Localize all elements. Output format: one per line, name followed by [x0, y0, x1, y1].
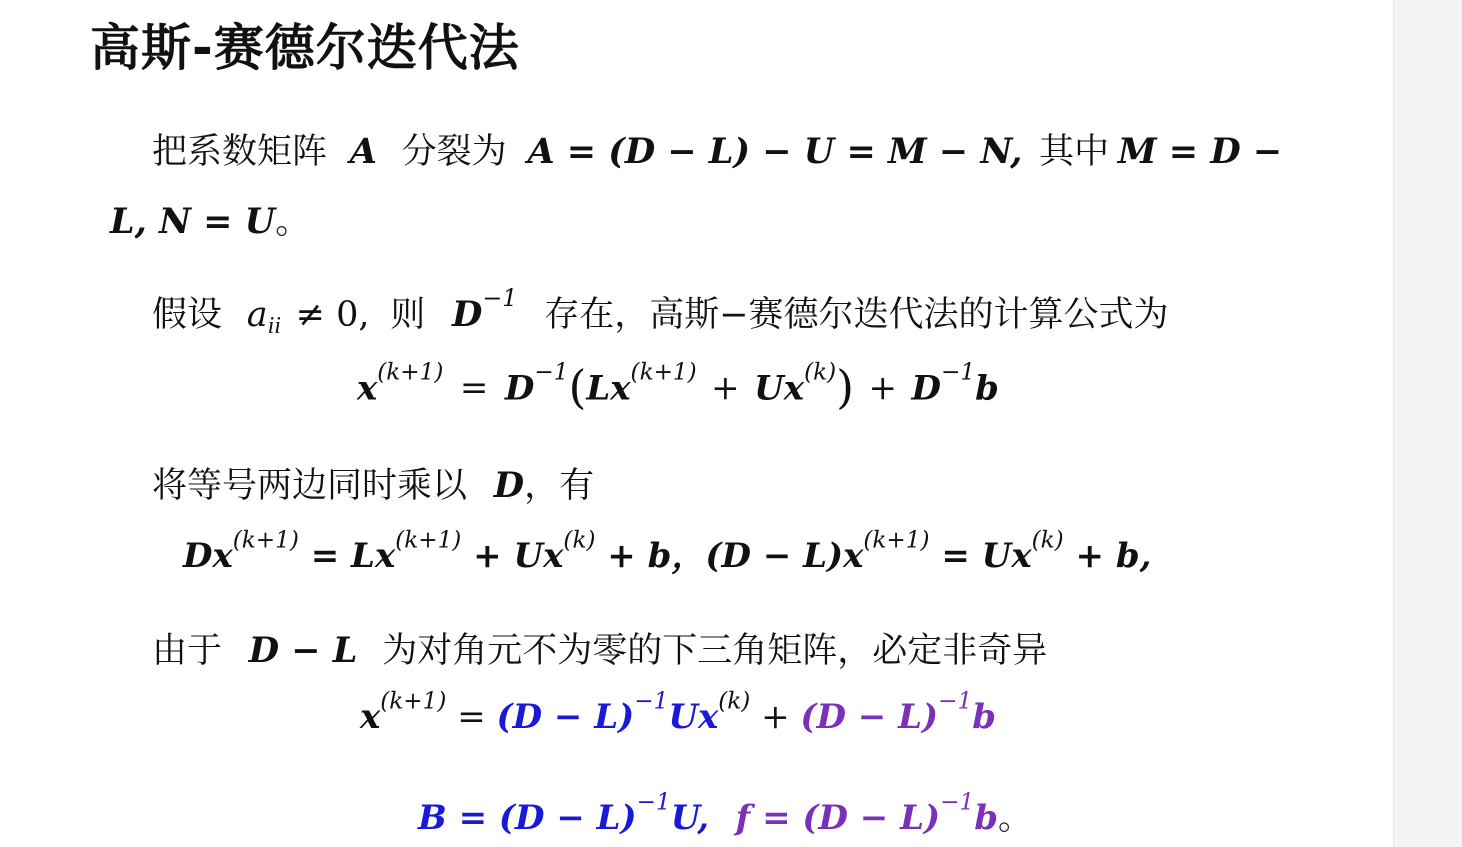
math: = (D − L) [750, 798, 941, 838]
math: + b， [595, 536, 706, 576]
page-title: 高斯-赛德尔迭代法 [90, 19, 520, 77]
math-D: D [493, 465, 525, 506]
text: 存在，高斯−赛德尔迭代法的计算公式为 [544, 295, 1169, 335]
math-sup: (k+1) [380, 688, 447, 715]
math-DL: D − L [248, 630, 358, 671]
math: x [357, 368, 378, 409]
math: + [868, 368, 898, 409]
text: ，有 [524, 466, 595, 506]
math: D [911, 368, 942, 409]
math-sup: (k+1) [377, 359, 444, 386]
math-sup: −1 [534, 359, 569, 386]
text: 。 [275, 202, 311, 242]
math-M: M = D − [1117, 131, 1283, 172]
math: ) [836, 360, 855, 414]
math-A: A [349, 131, 377, 172]
math: + b, [1063, 536, 1152, 576]
paragraph-multiply [152, 458, 594, 508]
formula-solution [360, 688, 996, 737]
math-B: B [418, 798, 447, 838]
math: x [360, 697, 381, 737]
math-inv: −1 [482, 283, 518, 312]
math: b [974, 798, 998, 838]
formula-B-f [418, 790, 1032, 839]
math: = [446, 697, 497, 737]
math-sup: (k) [1031, 527, 1064, 554]
math: + [750, 697, 801, 737]
math-LN: L, N = U [110, 201, 276, 242]
formula-iteration [357, 360, 999, 414]
math: Ux [754, 368, 805, 409]
math-f: f [735, 798, 751, 838]
text: 由于 [152, 631, 223, 671]
math: + [711, 368, 740, 409]
text: 把系数矩阵 [152, 132, 328, 172]
math-sup: −1 [634, 688, 669, 715]
math: (D − L)x [705, 536, 864, 576]
math: = [459, 368, 489, 409]
paragraph-split [152, 124, 1282, 174]
math-sup: −1 [941, 359, 976, 386]
paragraph-assume [152, 283, 1169, 340]
text: 将等号两边同时乘以 [152, 466, 468, 506]
math-sup: (k) [718, 688, 751, 715]
math-sub-ii: ii [267, 313, 281, 340]
math: U, [670, 798, 710, 838]
formula-multiplied [183, 528, 1151, 577]
math-sup: (k+1) [395, 527, 462, 554]
math-purple-term: b [972, 697, 996, 737]
math-sup: (k) [563, 527, 596, 554]
paragraph-nonsingular [152, 623, 1047, 673]
text: 为对角元不为零的下三角矩阵，必定非奇异 [382, 631, 1048, 671]
math-sup: (k+1) [232, 527, 299, 554]
text: 假设 [152, 295, 223, 335]
math-sup: −1 [636, 789, 671, 816]
text: 分裂为 [401, 132, 507, 172]
math: = (D − L) [446, 798, 637, 838]
math-sup: −1 [940, 789, 975, 816]
math: Lx [586, 368, 631, 409]
math-sup: (k+1) [630, 359, 697, 386]
math-sup: (k) [804, 359, 837, 386]
text: 则 [390, 295, 426, 335]
math-sup: (k+1) [863, 527, 930, 554]
math-D: D [452, 294, 483, 335]
math: = Ux [929, 536, 1032, 576]
math-sup: −1 [938, 688, 973, 715]
math: D [504, 368, 535, 409]
math-split-eq: A = (D − L) − U = M − N, [527, 131, 1023, 172]
math-blue-term: Ux [668, 697, 719, 737]
math-purple-term: (D − L) [800, 697, 939, 737]
math-a: a [246, 295, 268, 335]
paragraph-split-cont [110, 194, 310, 244]
math-blue-term: (D − L) [496, 697, 635, 737]
math: = Lx [298, 536, 396, 576]
math: Dx [183, 536, 233, 576]
math: ( [568, 360, 587, 414]
math: + Ux [461, 536, 564, 576]
text: 。 [997, 798, 1032, 838]
text: 其中 [1039, 132, 1110, 172]
math: b [975, 368, 999, 409]
math-neq: ≠ 0, [295, 295, 370, 335]
